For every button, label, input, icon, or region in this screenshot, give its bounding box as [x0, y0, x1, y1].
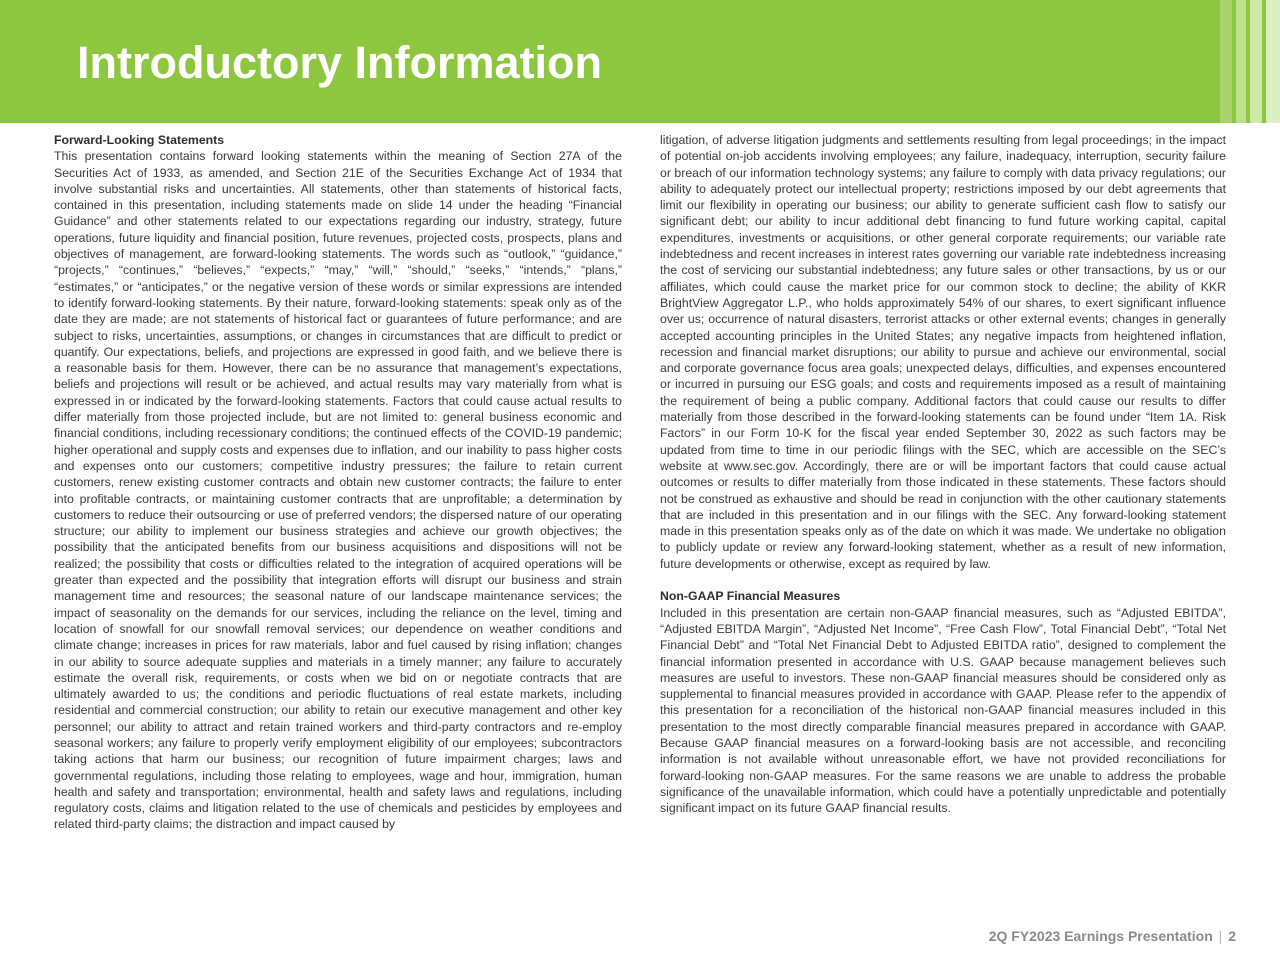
- title-banner: [0, 0, 1280, 123]
- forward-looking-body-part2: litigation, of adverse litigation judgments and settlements resulting from legal proceedings; in the impact of potential on-job accidents involving employees; any failure, inadequacy, interruption, security failure or breach of our information technology systems; any failure to comply with data privacy regulations; our ability to adequately protect our intellectual property; restrictions imposed by our debt agreements that limit our flexibility in operating our business; our ability to generate sufficient cash flow to satisfy our significant debt; our ability to incur additional debt financing to fund future working capital, capital expenditures, investments or acquisitions, or other general corporate requirements; our variable rate indebtedness and recent increases in interest rates governing our variable rate indebtedness increasing the cost of servicing our substantial indebtedness; any future sales or other transactions, by us or our affiliates, which could cause the market price for our common stock to decline; the ability of KKR BrightView Aggregator L.P., who holds approximately 54% of our shares, to exert significant influence over us; occurrence of natural disasters, terrorist attacks or other external events; changes in generally accepted accounting principles in the United States; any negative impacts from heightened inflation, recession and financial market disruptions; our ability to pursue and achieve our environmental, social and corporate governance focus area goals; unexpected delays, difficulties, and expenses encountered or incurred in pursuing our ESG goals; and costs and requirements imposed as a result of maintaining the requirement of being a public company. Additional factors that could cause our results to differ materially from those described in the forward-looking statements can be found under “Item 1A. Risk Factors” in our Form 10-K for the fiscal year ended September 30, 2022 as such factors may be updated from time to time in our periodic filings with the SEC, which are accessible on the SEC’s website at www.sec.gov. Accordingly, there are or will be important factors that could cause actual outcomes or results to differ materially from those indicated in these statements. These factors should not be construed as exhaustive and should be read in conjunction with the other cautionary statements that are included in this presentation and in our filings with the SEC. Any forward-looking statement made in this presentation speaks only as of the date on which it was made. We undertake no obligation to publicly update or review any forward-looking statement, whether as a result of new information, future developments or otherwise, except as required by law.: [660, 133, 1226, 571]
- decorative-stripe: [1236, 0, 1246, 123]
- decorative-stripe: [1220, 0, 1232, 123]
- footer: [989, 928, 1236, 944]
- decorative-stripe: [1266, 0, 1280, 123]
- page-number: 2: [1228, 928, 1236, 944]
- forward-looking-heading: Forward-Looking Statements: [54, 133, 225, 147]
- footer-label: 2Q FY2023 Earnings Presentation: [988, 928, 1213, 944]
- non-gaap-body: Included in this presentation are certain non-GAAP financial measures, such as “Adjusted EBITDA”, “Adjusted EBITDA Margin”, “Adjusted Net Income”, “Free Cash Flow”, Total Financial Debt”, “Total Net Financial Debt” and “Total Net Financial Debt to Adjusted EBITDA ratio”, designed to complement the financial information presented in accordance with U.S. GAAP because management believes such measures are useful to investors. These non-GAAP financial measures should be considered only as supplemental to financial measures provided in accordance with GAAP. Please refer to the appendix of this presentation for a reconciliation of the historical non-GAAP financial measures included in this presentation to the most directly comparable financial measures prepared in accordance with GAAP. Because GAAP financial measures on a forward-looking basis are not accessible, and reconciling information is not available without unreasonable effort, we have not provided reconciliations for forward-looking non-GAAP measures. For the same reasons we are unable to address the probable significance of the unavailable information, which could have a potentially unpredictable and potentially significant impact on its future GAAP financial results.: [660, 605, 1226, 816]
- page-title: Introductory Information: [77, 37, 602, 88]
- non-gaap-heading: Non-GAAP Financial Measures: [660, 589, 841, 604]
- section-spacer: [660, 572, 1226, 588]
- decorative-stripe: [1250, 0, 1262, 123]
- right-column: [660, 132, 1226, 816]
- forward-looking-body-part1: This presentation contains forward looking statements within the meaning of Section 27A of the Securities Act of 1933, as amended, and Section 21E of the Securities Exchange Act of 1934 that involve substantial risks and uncertainties. All statements, other than statements of historical facts, contained in this presentation, including statements made on slide 14 under the heading “Financial Guidance” and other statements related to our expectations regarding our industry, strategy, future operations, future liquidity and financial position, future revenues, projected costs, prospects, plans and objectives of management, are forward-looking statements. The words such as “outlook,” “guidance,” “projects,” “continues,” “believes,” “expects,” “may,” “will,” “should,” “seeks,” “intends,” “plans,” “estimates,” or “anticipates,” or the negative version of these words or similar expressions are intended to identify forward-looking statements. By their nature, forward-looking statements: speak only as of the date they are made; are not statements of historical fact or guarantees of future performance; and are subject to risks, uncertainties, assumptions, or changes in circumstances that are difficult to predict or quantify. Our expectations, beliefs, and projections are expressed in good faith, and we believe there is a reasonable basis for them. However, there can be no assurance that management’s expectations, beliefs and projections will result or be achieved, and actual results may vary materially from what is expressed in or indicated by the forward-looking statements. Factors that could cause actual results to differ materially from those projected include, but are not limited to: general business economic and financial conditions, including recessionary conditions; the continued effects of the COVID-19 pandemic; higher operational and supply costs and expenses due to inflation, and our inability to pass higher costs and expenses onto our customers; competitive industry pressures; the failure to retain current customers, renew existing customer contracts and obtain new customer contracts; the failure to enter into profitable contracts, or maintaining customer contracts that are unprofitable; a determination by customers to reduce their outsourcing or use of preferred vendors; the dispersed nature of our operating structure; our ability to implement our business strategies and achieve our growth objectives; the possibility that the anticipated benefits from our business acquisitions and dispositions will not be realized; the possibility that costs or difficulties related to the integration of acquired operations will be greater than expected and the possibility that integration efforts will disrupt our business and strain management time and resources; the seasonal nature of our landscape maintenance services; the impact of seasonality on the demands for our services, including the reliance on the level, timing and location of snowfall for our snowfall removal services; our dependence on weather conditions and climate change; increases in prices for raw materials, labor and fuel caused by rising inflation; changes in our ability to source adequate supplies and materials in a timely manner; any failure to accurately estimate the overall risk, requirements, or costs when we bid on or negotiate contracts that are ultimately awarded to us; the conditions and periodic fluctuations of real estate markets, including residential and commercial construction; our ability to retain our executive management and other key personnel; our ability to attract and retain trained workers and third-party contractors and re-employ seasonal workers; any failure to properly verify employment eligibility of our employees; subcontractors taking actions that harm our business; our recognition of future impairment charges; laws and governmental regulations, including those relating to employees, wage and hour, immigration, human health and safety and transportation; environmental, health and safety laws and regulations, including regulatory costs, claims and litigation related to the use of chemicals and pesticides by employees and related third-party claims; the distraction and impact caused by: [54, 149, 622, 832]
- footer-separator: |: [1218, 928, 1223, 944]
- left-column: [54, 132, 622, 833]
